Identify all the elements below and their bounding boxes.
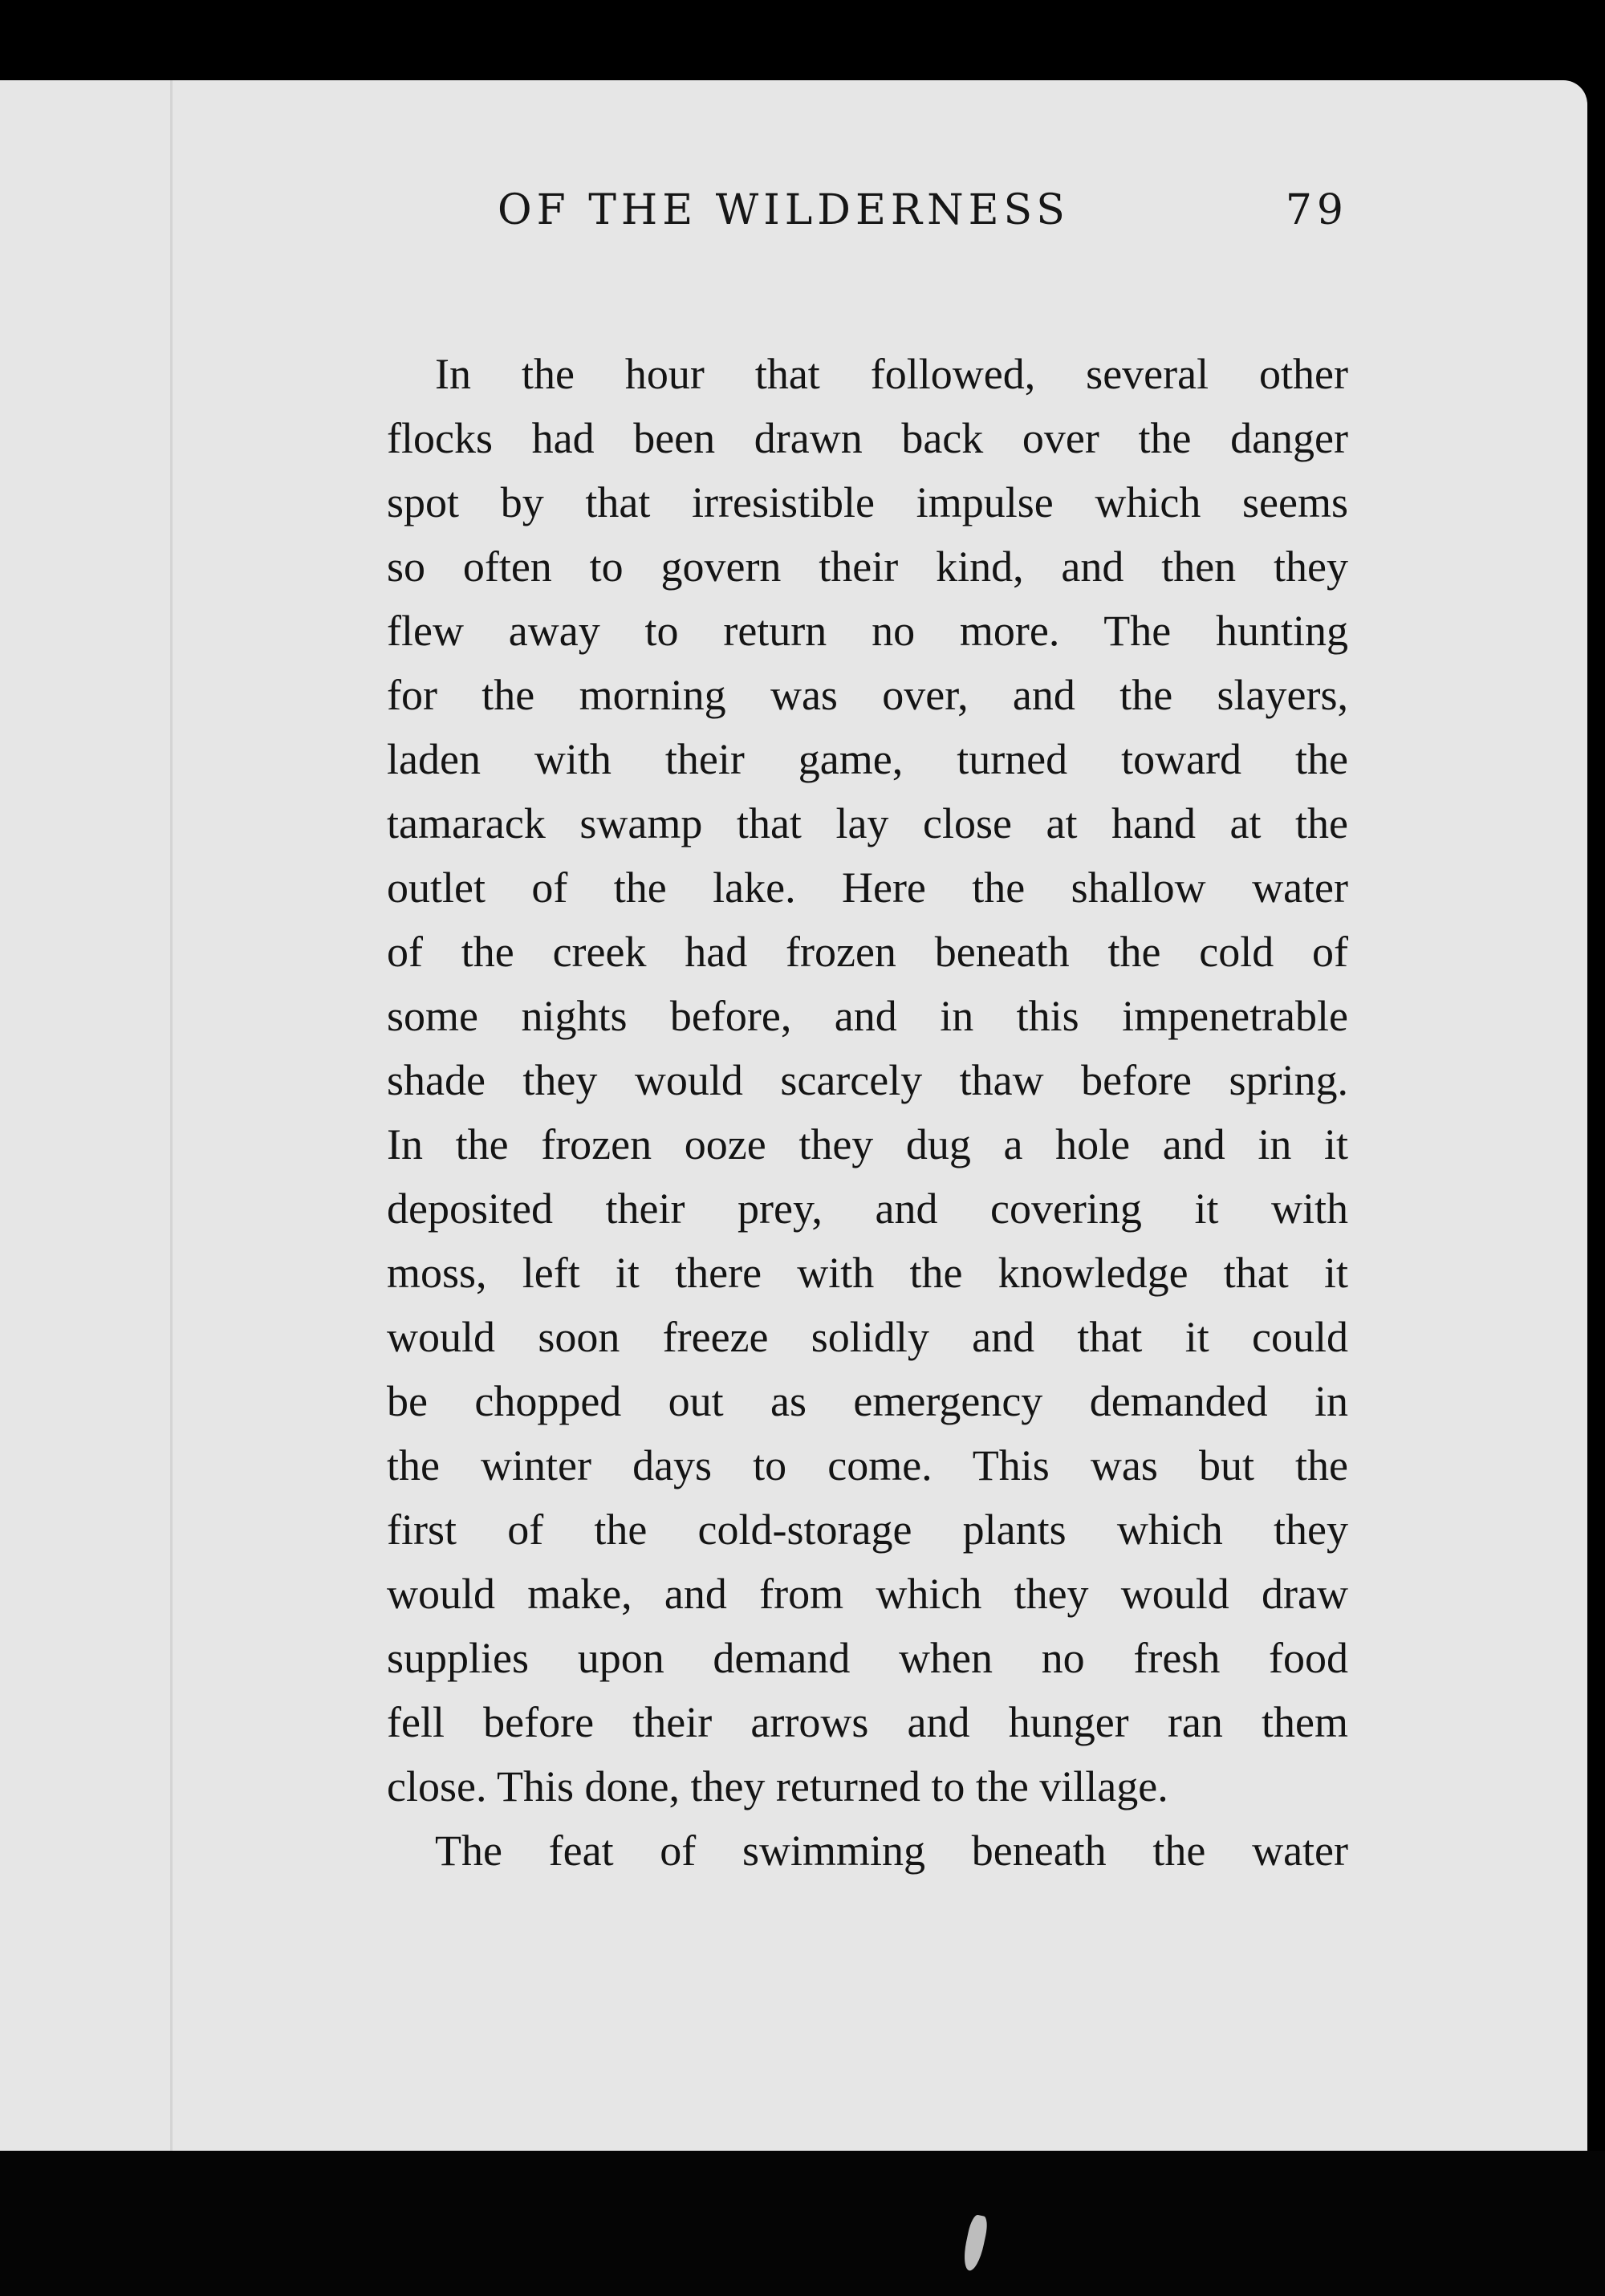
- text-line: In the frozen ooze they dug a hole and in it: [387, 1120, 1348, 1168]
- text-line: would make, and from which they would draw: [387, 1570, 1348, 1618]
- text-line: moss, left it there with the knowledge that it: [387, 1249, 1348, 1297]
- text-line: be chopped out as emergency demanded in: [387, 1377, 1348, 1425]
- text-line: tamarack swamp that lay close at hand at the: [387, 799, 1348, 847]
- text-line: supplies upon demand when no fresh food: [387, 1634, 1348, 1682]
- text-line: would soon freeze solidly and that it could: [387, 1313, 1348, 1361]
- text-line: In the hour that followed, several other: [435, 350, 1348, 398]
- page-number: 79: [1285, 186, 1348, 234]
- text-line: spot by that irresistible impulse which seems: [387, 478, 1348, 526]
- text-line: laden with their game, turned toward the: [387, 735, 1348, 783]
- body-text: [387, 342, 1348, 1883]
- text-line: the winter days to come. This was but the: [387, 1441, 1348, 1489]
- running-head-title: OF THE WILDERNESS: [498, 186, 1070, 234]
- page-gutter: [170, 80, 173, 2203]
- text-line: fell before their arrows and hunger ran them: [387, 1698, 1348, 1746]
- text-line: first of the cold-storage plants which they: [387, 1506, 1348, 1554]
- text-line: close. This done, they returned to the village.: [387, 1762, 1168, 1810]
- text-line: some nights before, and in this impenetrable: [387, 992, 1348, 1040]
- text-line: outlet of the lake. Here the shallow water: [387, 864, 1348, 912]
- text-line: The feat of swimming beneath the water: [435, 1827, 1348, 1875]
- scan-bottom-edge: [0, 2151, 1605, 2296]
- text-line: so often to govern their kind, and then they: [387, 543, 1348, 591]
- text-line: flocks had been drawn back over the danger: [387, 414, 1348, 462]
- text-line: for the morning was over, and the slayers,: [387, 671, 1348, 719]
- text-line: of the creek had frozen beneath the cold of: [387, 928, 1348, 976]
- text-line: deposited their prey, and covering it with: [387, 1185, 1348, 1233]
- text-line: flew away to return no more. The hunting: [387, 607, 1348, 655]
- text-line: shade they would scarcely thaw before spring.: [387, 1056, 1348, 1104]
- running-head: [498, 186, 1348, 234]
